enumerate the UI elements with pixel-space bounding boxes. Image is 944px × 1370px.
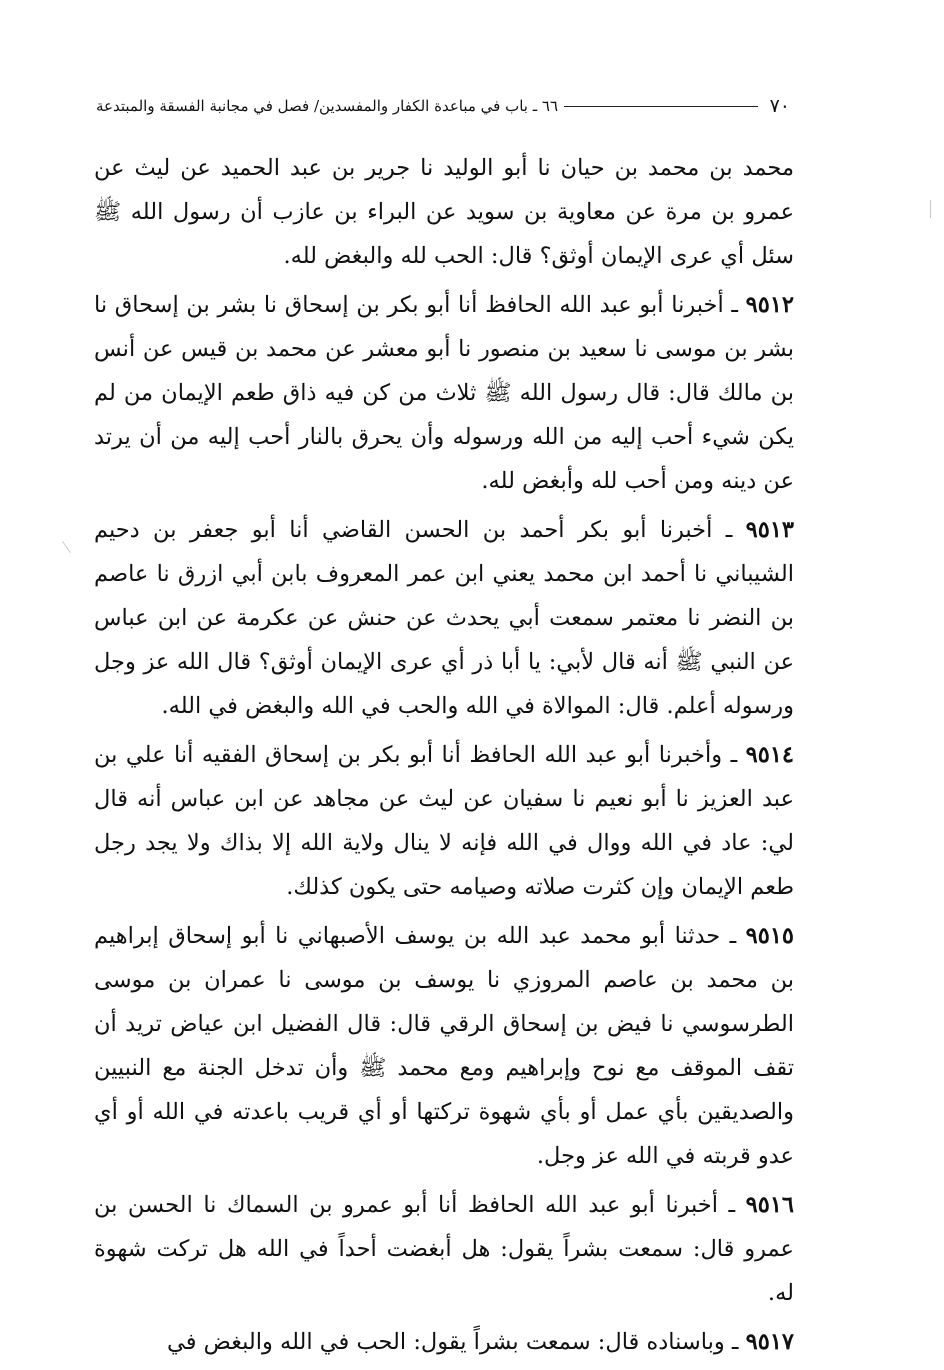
header-rule	[564, 106, 758, 107]
hadith-number: ٩٥١٥	[745, 923, 794, 949]
hadith-9515	[94, 914, 794, 1178]
hadith-9516	[94, 1183, 794, 1315]
hadith-9513	[94, 508, 794, 728]
paragraph-text: ـ وأخبرنا أبو عبد الله الحافظ أنا أبو بكر بن إسحاق الفقيه أنا علي بن عبد العزيز نا أبو نعيم نا سفيان عن ليث عن مجاهد عن ابن عباس أنه قال لي: عاد في الله ووال في الله فإنه لا ينال ولاية الله إلا بذاك ولا يجد رجل طعم الإيمان وإن كثرت صلاته وصيامه حتى يكون كذلك.	[94, 742, 794, 900]
scan-artifact	[62, 541, 71, 553]
paragraph-text: ـ أخبرنا أبو عبد الله الحافظ أنا أبو عمرو بن السماك نا الحسن بن عمرو قال: سمعت بشراً يقول: هل أبغضت أحداً في الله هل تركت شهوة له.	[94, 1192, 794, 1306]
hadith-9514	[94, 733, 794, 909]
hadith-number: ٩٥١٦	[745, 1192, 794, 1218]
running-header	[96, 92, 790, 120]
chapter-title: ٦٦ ـ باب في مباعدة الكفار والمفسدين/ فصل في مجانبة الفسقة والمبتدعة	[96, 97, 559, 115]
hadith-number: ٩٥١٧	[745, 1329, 794, 1355]
hadith-number: ٩٥١٤	[745, 742, 794, 768]
body-text	[94, 146, 794, 1364]
hadith-9517	[94, 1320, 794, 1364]
paragraph-text: ـ أخبرنا أبو عبد الله الحافظ أنا أبو بكر بن إسحاق نا بشر بن إسحاق نا بشر بن موسى نا سعيد بن منصور نا أبو معشر عن محمد بن قيس عن أنس بن مالك قال: قال رسول الله ﷺ ثلاث من كن فيه ذاق طعم الإيمان من لم يكن شيء أحب إليه من الله ورسوله وأن يحرق بالنار أحب إليه من أن يرتد عن دينه ومن أحب لله وأبغض لله.	[94, 292, 794, 494]
paragraph-text: ـ أخبرنا أبو بكر أحمد بن الحسن القاضي أنا أبو جعفر بن دحيم الشيباني نا أحمد ابن محمد يعني ابن عمر المعروف بابن أبي ازرق نا عاصم بن النضر نا معتمر سمعت أبي يحدث عن حنش عن عكرمة عن ابن عباس عن النبي ﷺ أنه قال لأبي: يا أبا ذر أي عرى الإيمان أوثق؟ قال الله عز وجل ورسوله أعلم. قال: الموالاة في الله والحب في الله والبغض في الله.	[94, 517, 794, 719]
hadith-number: ٩٥١٢	[745, 292, 794, 318]
hadith-number: ٩٥١٣	[745, 517, 794, 543]
paragraph-text: محمد بن محمد بن حيان نا أبو الوليد نا جرير بن عبد الحميد عن ليث عن عمرو بن مرة عن معاوية بن سويد عن البراء بن عازب أن رسول الله ﷺ سئل أي عرى الإيمان أوثق؟ قال: الحب لله والبغض لله.	[94, 155, 794, 269]
hadith-9512	[94, 283, 794, 503]
scan-artifact	[930, 200, 931, 218]
paragraph-continuation	[94, 146, 794, 278]
paragraph-text: ـ حدثنا أبو محمد عبد الله بن يوسف الأصبهاني نا أبو إسحاق إبراهيم بن محمد بن عاصم المروزي نا يوسف بن موسى نا عمران بن موسى الطرسوسي نا فيض بن إسحاق الرقي قال: قال الفضيل ابن عياض تريد أن تقف الموقف مع نوح وإبراهيم ومع محمد ﷺ وأن تدخل الجنة مع النبيين والصديقين بأي عمل أو بأي شهوة تركتها أو أي قريب باعدته في الله أو أي عدو قربته في الله عز وجل.	[94, 923, 794, 1169]
page-number: ٧٠	[769, 95, 790, 117]
paragraph-text: ـ وباسناده قال: سمعت بشراً يقول: الحب في الله والبغض في	[167, 1329, 746, 1355]
